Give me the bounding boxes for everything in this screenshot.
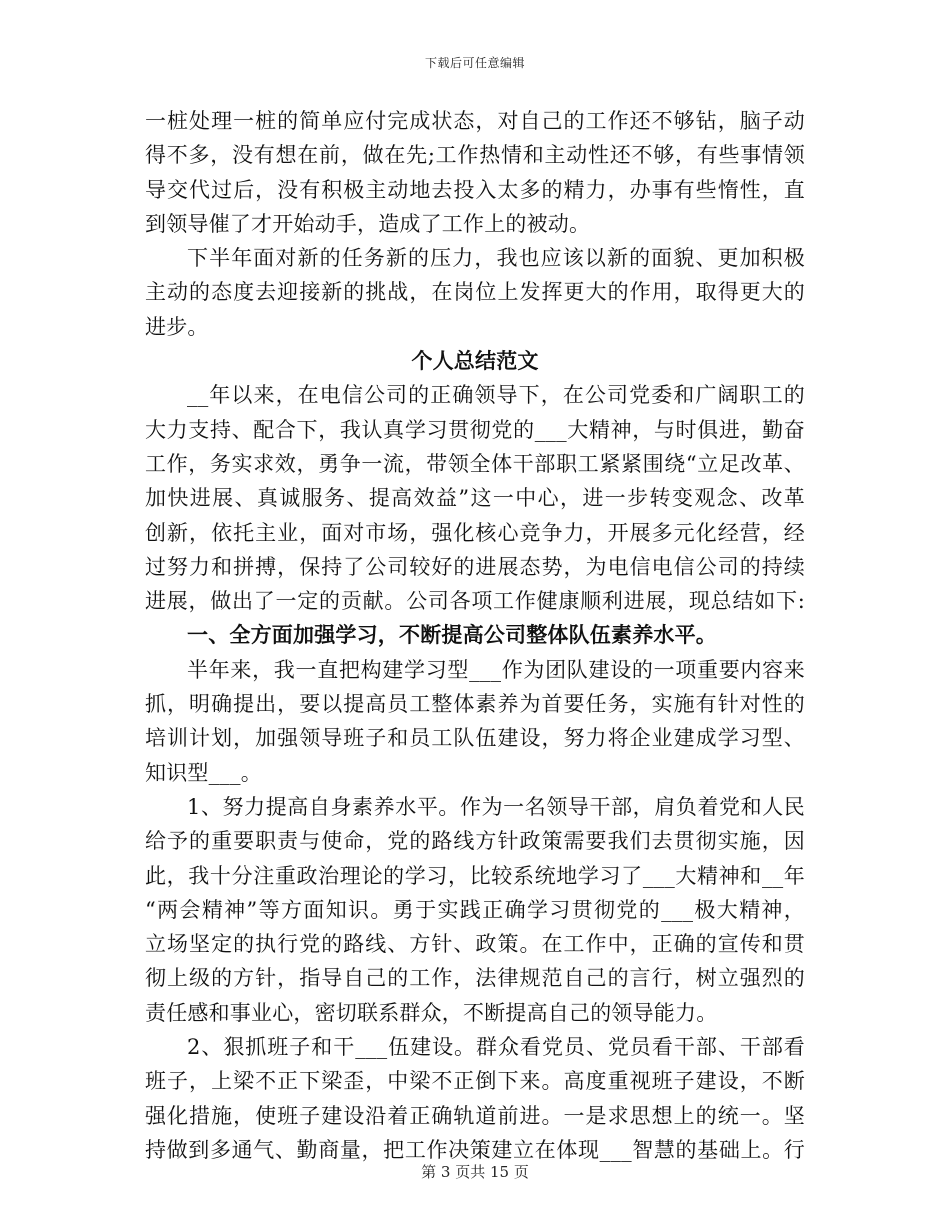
text-line: 大力支持、配合下，我认真学习贯彻党的___大精神，与时俱进，勤奋 xyxy=(145,417,805,442)
text-line: 2、狠抓班子和干___伍建设。群众看党员、党员看干部、干部看 xyxy=(187,1035,805,1060)
text-line: 加快进展、真诚服务、提高效益”这一中心，进一步转变观念、改革 xyxy=(145,486,805,511)
text-line: 给予的重要职责与使命，党的路线方针政策需要我们去贯彻实施，因 xyxy=(145,829,805,854)
page-header: 下载后可任意编辑 xyxy=(424,56,525,70)
text-line: 立场坚定的执行党的路线、方针、政策。在工作中，正确的宣传和贯 xyxy=(145,932,805,957)
text-line: 下半年面对新的任务新的压力，我也应该以新的面貌、更加积极 xyxy=(187,246,805,271)
text-line: “两会精神”等方面知识。勇于实践正确学习贯彻党的___极大精神， xyxy=(145,897,805,922)
text-line: 创新，依托主业，面对市场，强化核心竞争力，开展多元化经营，经 xyxy=(145,520,805,545)
text-line: __年以来，在电信公司的正确领导下，在公司党委和广阔职工的 xyxy=(187,383,805,408)
text-line: 导交代过后，没有积极主动地去投入太多的精力，办事有些惰性，直 xyxy=(145,177,805,202)
text-line: 强化措施，使班子建设沿着正确轨道前进。一是求思想上的统一。坚 xyxy=(145,1103,805,1128)
document-body xyxy=(145,104,805,1167)
text-line: 1、努力提高自身素养水平。作为一名领导干部，肩负着党和人民 xyxy=(187,794,805,819)
text-line: 培训计划，加强领导班子和员工队伍建设，努力将企业建成学习型、 xyxy=(145,726,805,751)
text-line: 班子，上梁不正下梁歪，中梁不正倒下来。高度重视班子建设，不断 xyxy=(145,1069,805,1094)
text-line: 进展，做出了一定的贡献。公司各项工作健康顺利进展，现总结如下: xyxy=(145,589,805,614)
text-line: 到领导催了才开始动手，造成了工作上的被动。 xyxy=(145,211,591,236)
text-line: 半年来，我一直把构建学习型___作为团队建设的一项重要内容来 xyxy=(187,657,805,682)
text-line: 得不多，没有想在前，做在先;工作热情和主动性还不够，有些事情领 xyxy=(145,143,805,168)
text-line: 彻上级的方针，指导自己的工作，法律规范自己的言行，树立强烈的 xyxy=(145,966,805,991)
text-line: 进步。 xyxy=(145,314,209,339)
text-line: 主动的态度去迎接新的挑战，在岗位上发挥更大的作用，取得更大的 xyxy=(145,280,805,305)
text-line: 过努力和拼搏，保持了公司较好的进展态势，为电信电信公司的持续 xyxy=(145,554,805,579)
text-line: 知识型___。 xyxy=(145,760,262,785)
text-line: 抓，明确提出，要以提高员工整体素养为首要任务，实施有针对性的 xyxy=(145,692,805,717)
text-line: 一桩处理一桩的简单应付完成状态，对自己的工作还不够钻，脑子动 xyxy=(145,109,805,133)
section-heading: 一、全方面加强学习，不断提高公司整体队伍素养水平。 xyxy=(187,622,717,648)
page-footer: 第 3 页共 15 页 xyxy=(421,1163,529,1181)
text-line: 责任感和事业心，密切联系群众，不断提高自己的领导能力。 xyxy=(145,1000,718,1025)
text-line: 工作，务实求效，勇争一流，带领全体干部职工紧紧围绕“立足改革、 xyxy=(145,451,805,476)
text-line: 持做到多通气、勤商量，把工作决策建立在体现___智慧的基础上。行 xyxy=(145,1137,805,1162)
text-line: 此，我十分注重政治理论的学习，比较系统地学习了___大精神和__年 xyxy=(145,863,805,888)
section-title: 个人总结范文 xyxy=(411,348,539,374)
